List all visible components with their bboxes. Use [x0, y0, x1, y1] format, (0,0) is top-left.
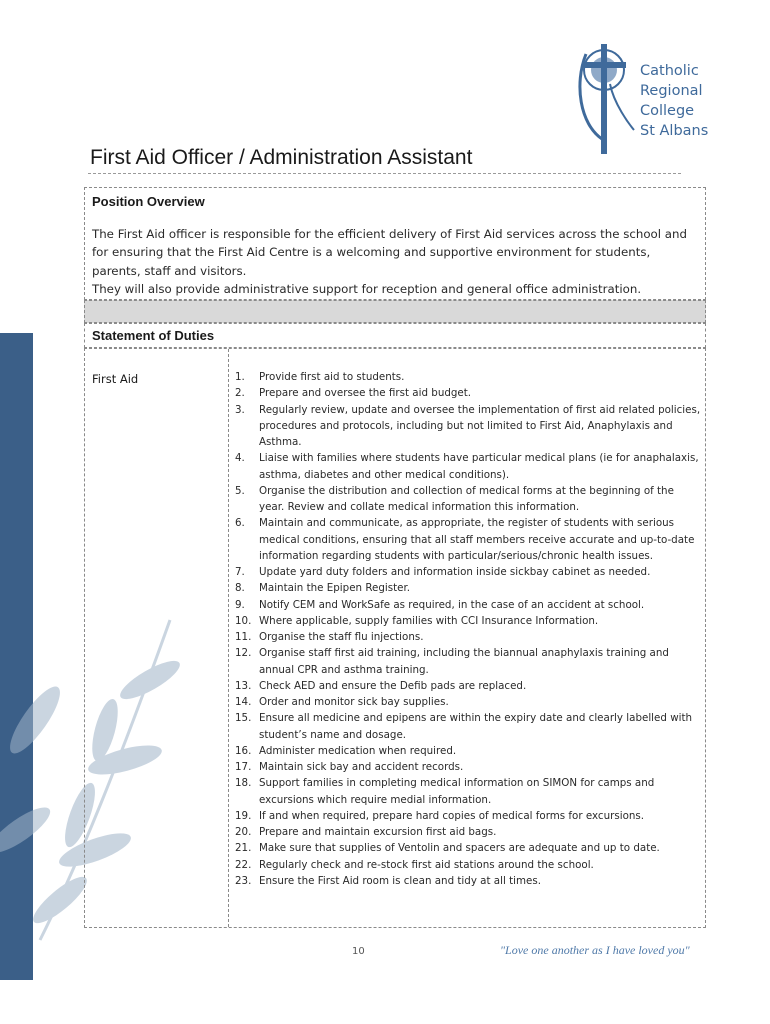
duty-number: 22. [235, 858, 252, 871]
duty-text: If and when required, prepare hard copies of medical forms for excursions. [259, 809, 645, 822]
overview-paragraph: The First Aid officer is responsible for the efficient delivery of First Aid services across the school and for ensuring that the First Aid Centre is a welcoming and supportive environment for students, parents, staff and visitors. [92, 227, 687, 278]
duty-item [235, 629, 701, 645]
document-title: First Aid Officer / Administration Assistant [90, 146, 473, 169]
duty-text: Administer medication when required. [259, 744, 457, 757]
duty-text: Maintain and communicate, as appropriate, the register of students with serious medical conditions, ensuring that all staff members receive accurate and up-to-date information regarding students with particular/serious/chronic health issues. [259, 517, 695, 562]
duty-item [235, 645, 701, 678]
duty-text: Order and monitor sick bay supplies. [259, 696, 449, 708]
duty-item [235, 743, 701, 759]
duty-item [235, 369, 701, 385]
college-name-line: College [640, 103, 695, 119]
section-spacer [84, 300, 706, 323]
duty-text: Prepare and maintain excursion first aid bags. [259, 826, 497, 838]
duty-item [235, 808, 701, 824]
duty-item [235, 775, 701, 808]
duty-number: 13. [235, 679, 252, 692]
duty-number: 18. [235, 777, 252, 790]
duty-number: 14. [235, 696, 252, 708]
duty-text: Organise staff first aid training, including the biannual anaphylaxis training and annual CPR and asthma training. [259, 647, 669, 676]
duty-number: 4. [235, 452, 245, 465]
duty-number: 6. [235, 517, 245, 530]
duty-text: Maintain sick bay and accident records. [259, 761, 464, 773]
duty-item [235, 678, 701, 694]
duty-number: 21. [235, 842, 252, 855]
duty-list [235, 369, 701, 889]
duty-item [235, 515, 701, 564]
duty-text: Notify CEM and WorkSafe as required, in the case of an accident at school. [259, 598, 645, 611]
duty-text: Liaise with families where students have particular medical plans (ie for anaphalaxis, asthma, diabetes and other medical conditions). [259, 452, 699, 481]
position-overview-text [92, 225, 697, 299]
duty-text: Prepare and oversee the first aid budget. [259, 387, 472, 400]
college-name-line: Regional [640, 83, 703, 99]
duty-number: 7. [235, 566, 245, 578]
college-name-line: Catholic [640, 63, 699, 79]
title-divider [88, 173, 681, 174]
duty-item [235, 710, 701, 743]
duty-number: 20. [235, 826, 252, 838]
duty-number: 17. [235, 761, 252, 773]
duty-text: Regularly review, update and oversee the implementation of first aid related policies, procedures and protocols, including but not limited to First Aid, Anaphylaxis and Asthma. [259, 403, 701, 448]
duty-text: Provide first aid to students. [259, 371, 405, 383]
duty-item [235, 483, 701, 516]
college-name-line: St Albans [640, 123, 709, 139]
duty-text: Organise the distribution and collection of medical forms at the beginning of the year. Review and collate medical information this information. [259, 484, 674, 513]
duty-item [235, 857, 701, 873]
duty-item [235, 824, 701, 840]
duty-item [235, 759, 701, 775]
duty-text: Ensure all medicine and epipens are within the expiry date and clearly labelled with student’s name and dosage. [259, 712, 693, 741]
college-name [640, 61, 708, 141]
duty-item [235, 580, 701, 596]
duty-text: Check AED and ensure the Defib pads are replaced. [259, 679, 527, 692]
duty-text: Update yard duty folders and information inside sickbay cabinet as needed. [259, 566, 651, 578]
duty-item [235, 597, 701, 613]
duty-number: 9. [235, 598, 245, 611]
duty-item [235, 402, 701, 451]
college-motto: "Love one another as I have loved you" [500, 943, 690, 957]
duty-item [235, 450, 701, 483]
overview-paragraph: They will also provide administrative support for reception and general office administration. [92, 282, 642, 297]
duty-number: 16. [235, 744, 252, 757]
duty-number: 11. [235, 631, 252, 643]
duty-number: 15. [235, 712, 252, 725]
duty-number: 2. [235, 387, 245, 400]
duty-number: 19. [235, 809, 252, 822]
duty-text: Make sure that supplies of Ventolin and spacers are adequate and up to date. [259, 842, 660, 855]
position-overview-heading: Position Overview [92, 194, 205, 209]
duty-text: Organise the staff flu injections. [259, 631, 424, 643]
duty-number: 1. [235, 371, 245, 383]
statement-of-duties-header [84, 323, 706, 348]
page-number: 10 [352, 946, 365, 957]
duty-number: 10. [235, 614, 252, 627]
duty-category-label: First Aid [92, 372, 139, 386]
duty-number: 23. [235, 874, 252, 887]
duty-item [235, 840, 701, 856]
duty-item [235, 564, 701, 580]
statement-of-duties-heading: Statement of Duties [92, 328, 215, 343]
duty-item [235, 613, 701, 629]
duties-table [84, 348, 706, 928]
duty-number: 5. [235, 484, 245, 497]
duty-item [235, 385, 701, 401]
duty-item [235, 873, 701, 889]
position-overview-section [84, 187, 706, 300]
duty-text: Maintain the Epipen Register. [259, 582, 411, 595]
duty-number: 12. [235, 647, 252, 660]
column-divider [228, 349, 229, 927]
duty-text: Support families in completing medical information on SIMON for camps and excursions which require medial information. [259, 777, 655, 806]
duty-number: 8. [235, 582, 245, 595]
duty-number: 3. [235, 403, 245, 416]
duty-text: Where applicable, supply families with CCI Insurance Information. [259, 614, 599, 627]
duty-text: Ensure the First Aid room is clean and tidy at all times. [259, 874, 542, 887]
duty-item [235, 694, 701, 710]
duty-text: Regularly check and re-stock first aid stations around the school. [259, 858, 594, 871]
